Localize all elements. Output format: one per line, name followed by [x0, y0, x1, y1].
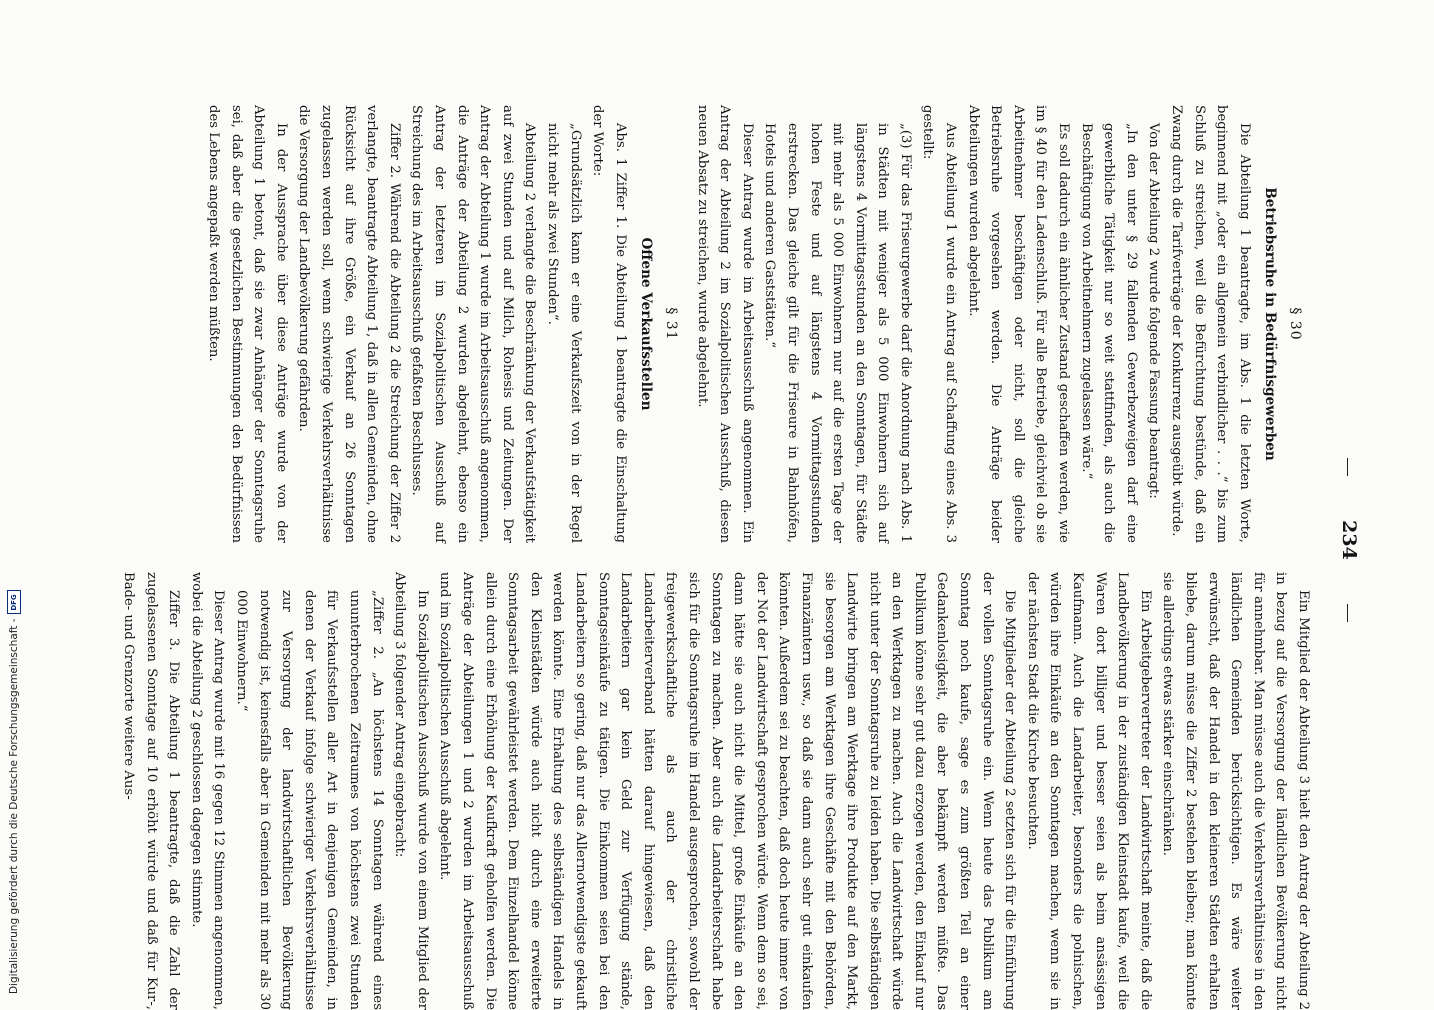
paragraph: Abteilung 2 verlangte die Beschränkung der Verkaufstätigkeit auf zwei Stunden und auf Milch, Rohesis und Zeitungen. Der Antrag der Abteilung 1 wurde im Arbeitsausschuß angenommen, die Anträge der Abteilung 2 wurden abgelehnt, ebenso ein Antrag der letzteren im Sozialpolitischen Ausschuß auf Streichung des im Arbeitsausschuß gefaßten Beschlusses. — [409, 105, 538, 543]
section-30-number: § 30 — [1287, 307, 1303, 341]
page-number-dash-left — [1347, 458, 1348, 476]
paragraph: Aus Abteilung 1 wurde ein Antrag auf Schaffung eines Abs. 3 gestellt: — [920, 105, 959, 543]
section-31-number: § 31 — [662, 307, 679, 341]
section-31-heading: Offene Verkaufsstellen — [638, 237, 655, 411]
section-30-heading: Betriebsruhe in Bedürfnisgewerben — [1262, 187, 1279, 461]
paragraph: Ziffer 2. Während die Abteilung 2 die Streichung der Ziffer 2 verlangte, beantragte Abteilung 1, daß in allen Gemeinden, ohne Rücksicht auf ihre Größe, ein Verkauf an 26 Sonntagen zugelassen werden soll, wenn schwierige Verkehrsverhältnisse die Versorgung der Landbevölkerung gefährden. — [296, 105, 402, 543]
paragraph: Im Sozialpolitischen Ausschuß wurde von einem Mitglied der Abteilung 3 folgender Antrag eingebracht: — [392, 572, 430, 1010]
right-column — [117, 572, 1314, 1010]
paragraph: Die Abteilung 1 beantragte, im Abs. 1 die letzten Worte, beginnend mit „oder ein allgemein verbindlicher . . .“ bis zum Schluß zu streichen, weil die Befürchtung bestünde, daß ein Zwang durch die Tarifverträge der Konkurrenz ausgeübt würde. — [1169, 105, 1252, 543]
page-number: 234 — [1338, 520, 1360, 560]
paragraph: Dieser Antrag wurde im Arbeitsausschuß angenommen. Ein Antrag der Abteilung 2 im Sozialpolitischen Ausschuß, diesen neuen Absatz zu streichen, wurde abgelehnt. — [694, 105, 755, 543]
quotation — [1074, 105, 1142, 543]
paragraph: Von der Abteilung 2 wurde folgende Fassung beantragt: — [1146, 123, 1162, 499]
dfg-logo: DFG — [7, 590, 21, 614]
paragraph: Die Mitglieder der Abteilung 2 setzten sich für die Einführung der vollen Sonntagsruhe ein. Wenn heute das Publikum am Sonntag noch kaufe, sage es zum größten Teil an einer Gedankenlosigkeit, die aber bekämpft werden müßte. Das Publikum könne sehr gut dazu erzogen werden, den Einkauf nur an den Werktagen zu machen. Auch die Landwirtschaft würde nicht unter der Sonntagsruhe zu leiden haben. Die selbständigen Landwirte bringen am Werktage ihre Produkte auf den Markt, sie besorgen am Werktagen ihre Geschäfte mit den Behörden, Finanzämtern usw., so daß sie dann auch sehr gut einkaufen könnten. Außerdem sei zu beachten, daß doch heute immer von der Not der Landwirtschaft gesprochen würde. Wenn dem so sei, dann hätte sie auch nicht die Mittel, große Einkäufe an den Sonntagen zu machen. Aber auch die Landarbeiterschaft habe sich für die Sonntagsruhe im Handel ausgesprochen, sowohl der freigewerkschaftliche als auch der christliche Landarbeiterverband hätten darauf hingewiesen, daß den Landarbeitern gar kein Geld zur Verfügung stände, Sonntagseinkäufe zu tätigen. Die Einkommen seien bei den Landarbeitern so gering, daß nur das Allernotwendigste gekauft werden könnte. Eine Erhaltung des selbständigen Handels in den Kleinstädten würde auch nicht durch eine erweiterte Sonntagsarbeit gewährleistet werden. Dem Einzelhandel könne allein durch eine Erhöhung der Kaufkraft geholfen werden. Die Anträge der Abteilungen 1 und 2 wurden im Arbeitsausschuß und im Sozialpolitischen Ausschuß abgelehnt. — [437, 572, 1018, 1010]
footer-text: Digitalisierung gefördert durch die Deutsche Forschungsgemeinschaft - — [8, 618, 20, 994]
quotation-text: „(3) Für das Friseurgewerbe darf die Anordnung nach Abs. 1 in Städten mit weniger als 5 000 Einwohnern sich auf längstens 4 Vormittagsstunden an den Sonntagen, für Städte mit mehr als 5 000 Einwohnern nur auf die ersten Tage der hohen Feste und auf längstens 4 Vormittagsstunden erstrecken. Das gleiche gilt für die Friseure in Bahnhöfen, Hotels und anderen Gaststätten.“ — [762, 123, 913, 543]
left-column — [202, 105, 1315, 543]
paragraph: Ein Arbeitgebervertreter der Landwirtschaft meinte, daß die Landbevölkerung in der zuständigen Kleinstadt kaufe, weil die Waren dort billiger und besser seien als beim ansässigen Kaufmann. Auch die Landarbeiter, besonders die polnischen, würden ihre Einkäufe an den Sonntagen machen, wenn sie in der nächsten Stadt die Kirche besuchten. — [1024, 572, 1153, 1010]
paragraph: Abs. 1 Ziffer 1. Die Abteilung 1 beantragte die Einschaltung der Worte: — [590, 105, 628, 543]
paragraph: Ziffer 3. Die Abteilung 1 beantragte, daß die Zahl der zugelassenen Sonntage auf 10 erhöht würde und daß für Kur-, Bade- und Grenzorte weitere Aus- — [121, 572, 182, 1010]
quotation — [540, 105, 585, 543]
digitization-footer — [6, 14, 22, 994]
page-number-dash-right — [1347, 604, 1348, 622]
quotation — [758, 105, 916, 543]
quotation-text: „Grundsätzlich kann er eine Verkaufszeit von in der Regel nicht mehr als zwei Stunden“. — [545, 123, 583, 543]
paragraph: Dieser Antrag wurde mit 16 gegen 12 Stimmen angenommen, wobei die Abteilung 2 geschlossen dagegen stimmte. — [188, 572, 227, 1010]
quotation-text: „In den unter § 29 fallenden Gewerbezweigen darf eine gewerbliche Tätigkeit nur so weit stattfinden, als auch die Beschäftigung von Arbeitnehmern zugelassen wäre.“ — [1078, 123, 1139, 543]
quotation — [230, 572, 388, 1010]
quotation-text: „Ziffer 2. „An höchstens 14 Sonntagen während eines ununterbrochenen Zeitraumes von höchstens zwei Stunden für Verkaufsstellen aller Art in denjenigen Gemeinden, in denen der Verkauf infolge schwieriger Verkehrsverhältnisse zur Versorgung der landwirtschaftlichen Bevölkerung notwendig ist, keinesfalls aber in Gemeinden mit mehr als 30 000 Einwohnern.“ — [234, 590, 385, 1010]
paragraph: Es soll dadurch ein ähnlicher Zustand geschaffen werden, wie im § 40 für den Ladenschluß. Für alle Betriebe, gleichviel ob sie Arbeitnehmer beschäftigen oder nicht, soll die gleiche Betriebsruhe vorgesehen werden. Die Anträge beider Abteilungen wurden abgelehnt. — [965, 105, 1072, 543]
paragraph: Ein Mitglied der Abteilung 3 hielt den Antrag der Abteilung 2 in bezug auf die Versorgung der ländlichen Bevölkerung nicht für annehmbar. Man müsse auch die Verkehrsverhältnisse in den ländlichen Gemeinden berücksichtigen. Es wäre weiter erwünscht, daß der Handel in den kleineren Städten erhalten bliebe, darum müsse die Ziffer 2 bestehen bleiben; man könnte sie allerdings etwas stärker einschränken. — [1160, 572, 1311, 1010]
paragraph: In der Aussprache über diese Anträge wurde von der Abteilung 1 betont, daß sie zwar Anhänger der Sonntagsruhe sei, daß aber die gesetzlichen Bestimmungen den Bedürfnissen des Lebens angepaßt werden müßten. — [206, 105, 289, 543]
